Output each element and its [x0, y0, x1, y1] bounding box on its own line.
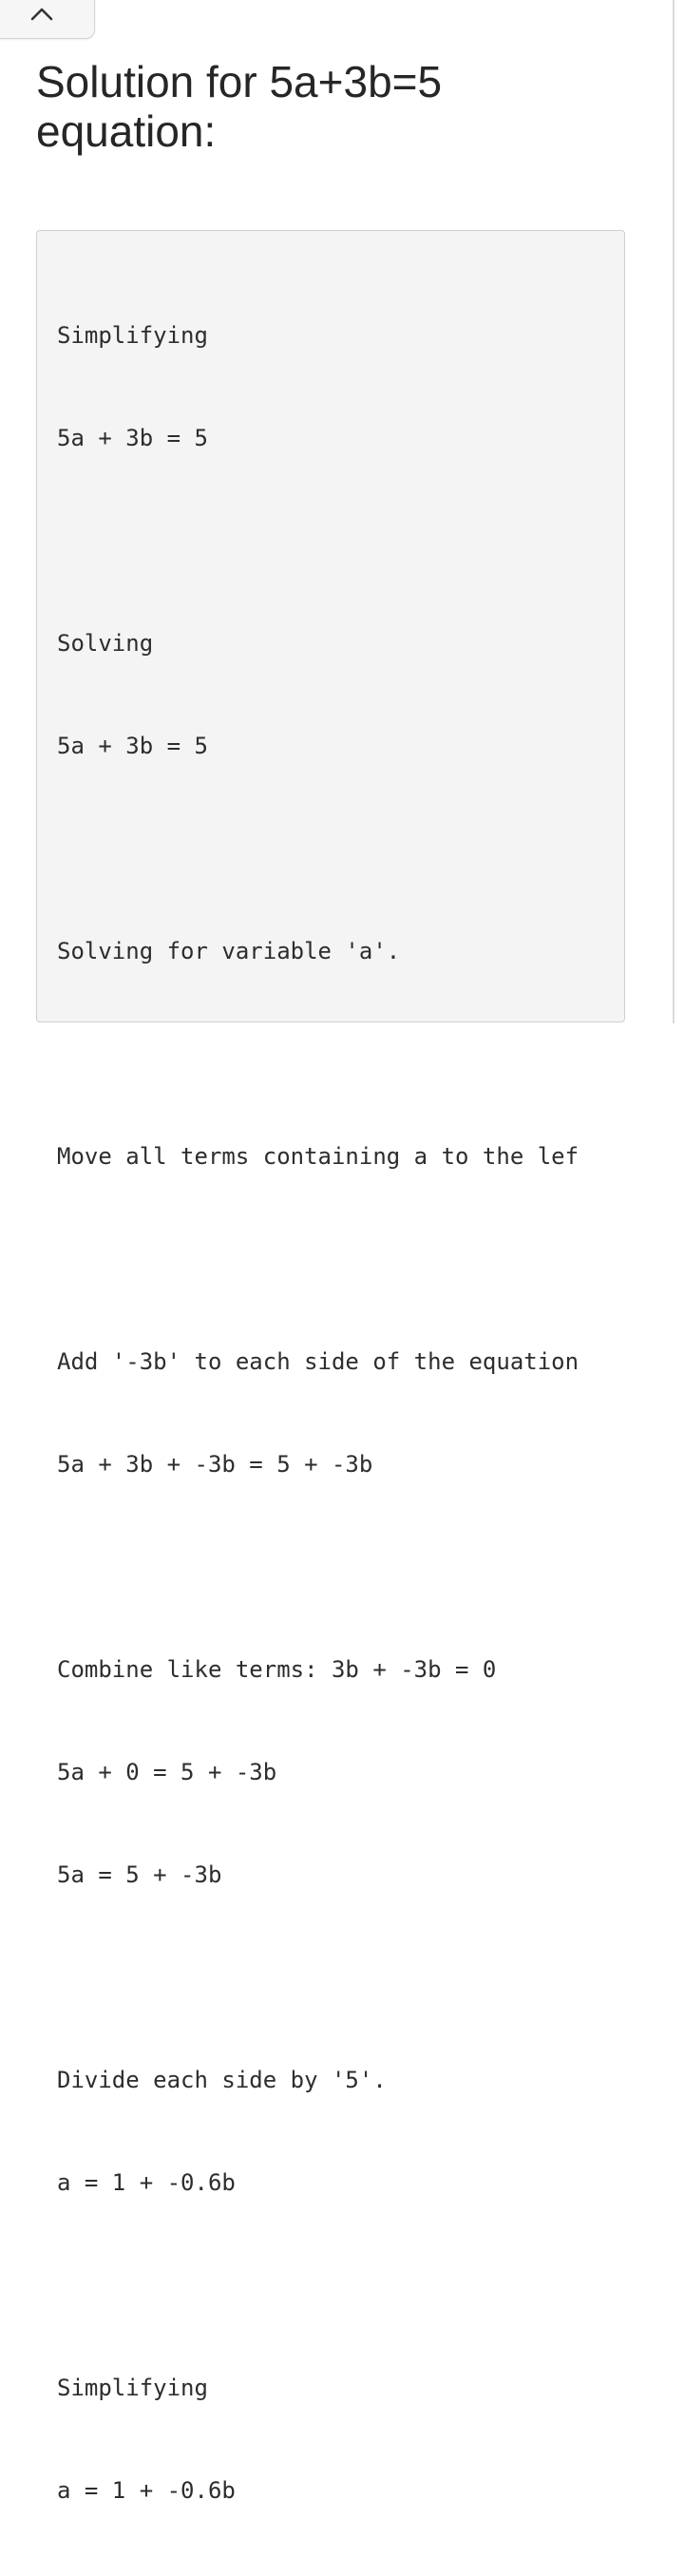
step-line: a = 1 + -0.6b — [57, 2169, 236, 2196]
step-line: Simplifying — [57, 2375, 208, 2401]
step-spacer — [57, 1960, 624, 1994]
step-line: Solving — [57, 630, 154, 657]
step-line: 5a = 5 + -3b — [57, 1861, 222, 1888]
step-line: Simplifying — [57, 322, 208, 349]
step-line: Divide each side by '5'. — [57, 2067, 387, 2093]
step-line: 5a + 3b + -3b = 5 + -3b — [57, 1451, 373, 1478]
step-line: 5a + 3b = 5 — [57, 733, 208, 759]
step-spacer — [57, 1550, 624, 1584]
step-spacer — [57, 1242, 624, 1276]
step-spacer — [57, 524, 624, 558]
step-spacer — [57, 2268, 624, 2302]
solution-steps — [57, 250, 624, 2576]
step-spacer — [57, 1037, 624, 1071]
step-line: Solving for variable 'a'. — [57, 938, 401, 964]
solution-box — [36, 230, 625, 2504]
step-line: 5a + 0 = 5 + -3b — [57, 1759, 277, 1785]
chevron-up-icon — [29, 6, 54, 21]
step-line: 5a + 3b = 5 — [57, 425, 208, 451]
step-line: Combine like terms: 3b + -3b = 0 — [57, 1656, 497, 1683]
right-divider — [673, 0, 674, 1023]
page-title: Solution for 5a+3b=5 equation: — [36, 57, 443, 156]
step-line: Add '-3b' to each side of the equation — [57, 1348, 580, 1375]
step-spacer — [57, 831, 624, 866]
collapse-button[interactable] — [0, 0, 95, 39]
step-line: Move all terms containing a to the lef — [57, 1143, 580, 1170]
step-line: a = 1 + -0.6b — [57, 2477, 236, 2504]
